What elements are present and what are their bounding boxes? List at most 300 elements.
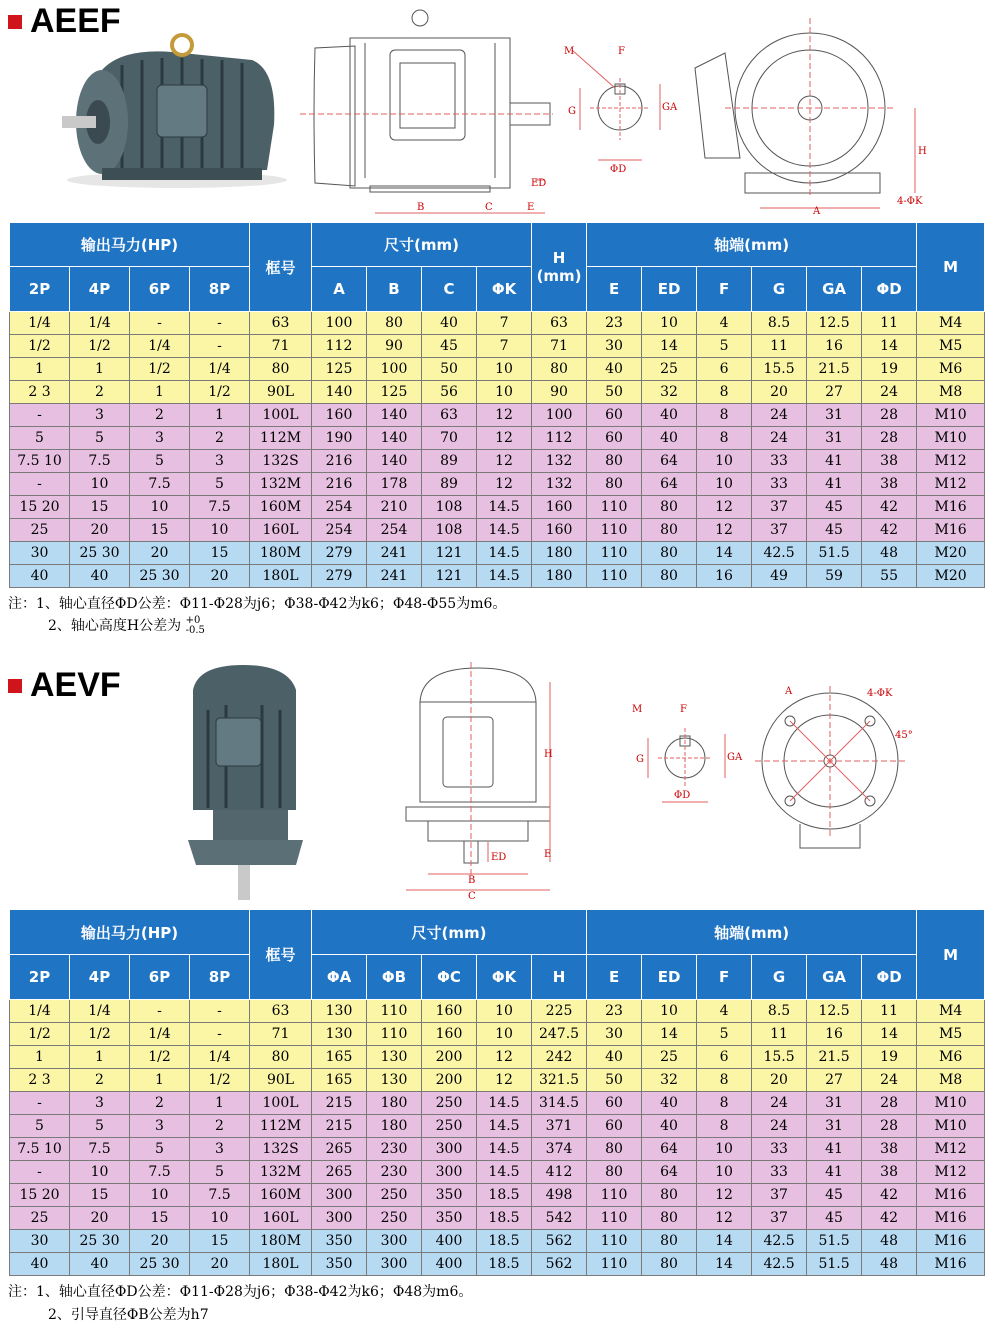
table-cell: M8 — [917, 381, 985, 404]
table-cell: 350 — [312, 1230, 367, 1253]
table-cell: 7.5 — [130, 473, 190, 496]
table-cell: 20 — [752, 1069, 807, 1092]
table-cell: 1 — [190, 404, 250, 427]
table-cell: 5 — [70, 1115, 130, 1138]
table-cell: 5 — [697, 1023, 752, 1046]
header-8p: 8P — [190, 267, 250, 312]
table-cell: 38 — [862, 1138, 917, 1161]
table-cell: 80 — [587, 1138, 642, 1161]
table-cell: 41 — [807, 450, 862, 473]
aevf-motor-photo — [178, 660, 313, 900]
svg-text:B: B — [417, 202, 425, 213]
table-cell: 11 — [752, 335, 807, 358]
table-cell: - — [190, 312, 250, 335]
table-cell: 25 — [10, 1207, 70, 1230]
table-cell: 1/4 — [130, 1023, 190, 1046]
table-cell: 108 — [422, 519, 477, 542]
table-cell: 3 — [70, 1092, 130, 1115]
svg-text:45°: 45° — [895, 730, 913, 741]
table-cell: 350 — [312, 1253, 367, 1276]
table-cell: 80 — [642, 1230, 697, 1253]
table-cell: 12.5 — [807, 312, 862, 335]
table-cell: 3 — [130, 1115, 190, 1138]
table-cell: 16 — [807, 335, 862, 358]
table-cell: 216 — [312, 450, 367, 473]
aeef-front-drawing — [685, 8, 935, 218]
table-cell: 1 — [70, 1046, 130, 1069]
table-row — [10, 496, 985, 519]
table-cell: 314.5 — [532, 1092, 587, 1115]
header-power: 输出马力(HP) — [10, 223, 250, 267]
table-cell: 300 — [422, 1161, 477, 1184]
aeef-motor-photo — [62, 30, 298, 190]
table-cell: 27 — [807, 1069, 862, 1092]
header-2p: 2P — [10, 267, 70, 312]
header-d: ΦD — [862, 955, 917, 1000]
table-cell: 25 30 — [70, 1230, 130, 1253]
table-cell: 1/2 — [10, 335, 70, 358]
table-cell: 7 — [477, 312, 532, 335]
header-4p: 4P — [70, 267, 130, 312]
aevf-note-2: 2、引导直径ΦB公差为h7 — [48, 1307, 209, 1323]
table-cell: 45 — [422, 335, 477, 358]
table-cell: 110 — [587, 542, 642, 565]
header-f: F — [697, 267, 752, 312]
table-cell: 38 — [862, 473, 917, 496]
table-cell: 40 — [10, 1253, 70, 1276]
table-cell: 300 — [367, 1253, 422, 1276]
table-cell: 23 — [587, 312, 642, 335]
table-cell: M10 — [917, 1092, 985, 1115]
table-cell: - — [130, 312, 190, 335]
table-cell: 20 — [70, 519, 130, 542]
table-cell: M12 — [917, 1138, 985, 1161]
table-cell: - — [130, 1000, 190, 1023]
table-cell: 160 — [422, 1023, 477, 1046]
table-cell: 89 — [422, 473, 477, 496]
header-shaft: 轴端(mm) — [587, 910, 917, 955]
table-cell: 160L — [250, 519, 312, 542]
table-cell: 242 — [532, 1046, 587, 1069]
table-cell: 108 — [422, 496, 477, 519]
table-cell: 6 — [697, 1046, 752, 1069]
table-cell: 7.5 — [70, 450, 130, 473]
table-cell: 100L — [250, 404, 312, 427]
svg-text:G: G — [568, 106, 576, 117]
table-cell: 14.5 — [477, 542, 532, 565]
table-cell: 132M — [250, 1161, 312, 1184]
aeef-side-drawing — [295, 8, 555, 218]
table-cell: 321.5 — [532, 1069, 587, 1092]
table-cell: 8.5 — [752, 312, 807, 335]
table-row — [10, 542, 985, 565]
table-cell: 4 — [697, 312, 752, 335]
table-cell: 110 — [367, 1000, 422, 1023]
table-cell: 2 3 — [10, 1069, 70, 1092]
table-cell: 180L — [250, 565, 312, 588]
table-cell: 130 — [312, 1000, 367, 1023]
svg-text:GA: GA — [727, 752, 743, 763]
table-cell: 40 — [642, 1115, 697, 1138]
svg-text:ΦD: ΦD — [674, 790, 691, 801]
table-cell: - — [10, 404, 70, 427]
table-cell: 30 — [10, 1230, 70, 1253]
table-cell: 5 — [190, 473, 250, 496]
table-cell: 18.5 — [477, 1207, 532, 1230]
table-cell: 40 — [70, 565, 130, 588]
header-k: ΦK — [477, 267, 532, 312]
table-cell: 100L — [250, 1092, 312, 1115]
table-row — [10, 427, 985, 450]
header-dims: 尺寸(mm) — [312, 223, 532, 267]
header-a: ΦA — [312, 955, 367, 1000]
table-cell: 1/2 — [10, 1023, 70, 1046]
table-cell: 254 — [367, 519, 422, 542]
table-cell: M6 — [917, 1046, 985, 1069]
table-cell: 25 — [10, 519, 70, 542]
table-cell: 5 — [10, 427, 70, 450]
table-cell: 15 — [190, 542, 250, 565]
aeef-table-body — [10, 312, 985, 588]
table-cell: 7.5 10 — [10, 1138, 70, 1161]
table-cell: 25 30 — [70, 542, 130, 565]
header-frame: 框号 — [250, 910, 312, 1000]
table-cell: 20 — [190, 1253, 250, 1276]
table-cell: 15 — [130, 519, 190, 542]
svg-text:F: F — [680, 704, 687, 715]
table-cell: 180M — [250, 542, 312, 565]
table-cell: 42.5 — [752, 1230, 807, 1253]
header-a: A — [312, 267, 367, 312]
svg-text:F: F — [618, 46, 625, 57]
table-cell: M8 — [917, 1069, 985, 1092]
table-cell: 45 — [807, 1184, 862, 1207]
table-cell: 33 — [752, 473, 807, 496]
table-cell: 60 — [587, 1092, 642, 1115]
table-cell: 265 — [312, 1138, 367, 1161]
header-k: ΦK — [477, 955, 532, 1000]
aevf-flange-drawing — [755, 676, 920, 856]
table-cell: 12 — [697, 1184, 752, 1207]
table-cell: 42.5 — [752, 542, 807, 565]
table-cell: 51.5 — [807, 1253, 862, 1276]
table-cell: 250 — [422, 1092, 477, 1115]
svg-text:4-ΦK: 4-ΦK — [897, 196, 923, 207]
table-cell: 125 — [312, 358, 367, 381]
table-cell: 5 — [10, 1115, 70, 1138]
table-cell: 37 — [752, 1184, 807, 1207]
table-cell: 8 — [697, 1069, 752, 1092]
table-cell: 51.5 — [807, 542, 862, 565]
table-cell: 80 — [367, 312, 422, 335]
table-cell: 140 — [312, 381, 367, 404]
table-cell: 11 — [862, 312, 917, 335]
table-cell: M10 — [917, 427, 985, 450]
header-c: C — [422, 267, 477, 312]
svg-text:C: C — [468, 891, 476, 902]
table-row — [10, 335, 985, 358]
table-cell: 10 — [642, 1000, 697, 1023]
svg-text:B: B — [468, 875, 476, 886]
table-cell: 12 — [477, 1046, 532, 1069]
table-cell: 180L — [250, 1253, 312, 1276]
svg-text:GA: GA — [662, 102, 678, 113]
table-row — [10, 519, 985, 542]
table-cell: 180 — [532, 565, 587, 588]
table-cell: 12 — [697, 1207, 752, 1230]
header-b: B — [367, 267, 422, 312]
table-cell: 5 — [697, 335, 752, 358]
table-cell: 160L — [250, 1207, 312, 1230]
table-cell: 241 — [367, 542, 422, 565]
table-cell: 14 — [862, 1023, 917, 1046]
table-cell: M16 — [917, 1207, 985, 1230]
table-cell: 25 — [642, 1046, 697, 1069]
table-cell: 350 — [422, 1184, 477, 1207]
table-cell: 412 — [532, 1161, 587, 1184]
table-cell: 40 — [642, 427, 697, 450]
table-cell: 80 — [587, 473, 642, 496]
table-cell: 2 — [130, 1092, 190, 1115]
table-cell: 42.5 — [752, 1253, 807, 1276]
table-cell: 59 — [807, 565, 862, 588]
table-cell: 40 — [642, 1092, 697, 1115]
table-cell: 48 — [862, 1253, 917, 1276]
table-cell: 178 — [367, 473, 422, 496]
table-cell: 7.5 — [70, 1138, 130, 1161]
aevf-note-1: 注：1、轴心直径ΦD公差：Φ11-Φ28为j6；Φ38-Φ42为k6；Φ48为m6。 — [8, 1284, 473, 1300]
bullet-square-icon — [8, 15, 22, 29]
header-6p: 6P — [130, 267, 190, 312]
aeef-note-1: 注：1、轴心直径ΦD公差：Φ11-Φ28为j6；Φ38-Φ42为k6；Φ48-Φ55为m6。 — [8, 596, 507, 612]
table-cell: 18.5 — [477, 1230, 532, 1253]
table-cell: 241 — [367, 565, 422, 588]
table-cell: 71 — [532, 335, 587, 358]
table-cell: 60 — [587, 1115, 642, 1138]
table-cell: 42 — [862, 1184, 917, 1207]
table-row — [10, 312, 985, 335]
table-cell: 110 — [587, 1207, 642, 1230]
table-cell: 32 — [642, 1069, 697, 1092]
table-cell: 190 — [312, 427, 367, 450]
table-cell: 80 — [642, 542, 697, 565]
table-cell: 3 — [190, 450, 250, 473]
table-cell: 160 — [312, 404, 367, 427]
header-m: M — [917, 910, 985, 1000]
table-cell: 24 — [862, 381, 917, 404]
table-cell: 24 — [862, 1069, 917, 1092]
table-cell: 132 — [532, 450, 587, 473]
table-cell: 21.5 — [807, 358, 862, 381]
table-cell: 112M — [250, 1115, 312, 1138]
table-cell: 132S — [250, 450, 312, 473]
table-cell: 2 — [130, 404, 190, 427]
table-cell: 130 — [312, 1023, 367, 1046]
table-cell: 130 — [367, 1046, 422, 1069]
aeef-shaft-drawing — [560, 40, 680, 180]
table-cell: 1/2 — [190, 381, 250, 404]
aeef-note-2: 2、轴心高度H公差为 +0 -0.5 — [48, 615, 205, 636]
table-cell: 28 — [862, 404, 917, 427]
table-cell: 130 — [367, 1069, 422, 1092]
table-cell: - — [10, 473, 70, 496]
table-cell: 180 — [367, 1115, 422, 1138]
table-cell: 12 — [477, 450, 532, 473]
table-cell: 31 — [807, 1115, 862, 1138]
svg-text:E: E — [527, 202, 535, 213]
table-cell: 25 30 — [130, 1253, 190, 1276]
table-cell: 25 — [642, 358, 697, 381]
table-cell: 50 — [422, 358, 477, 381]
table-cell: 33 — [752, 450, 807, 473]
table-row — [10, 473, 985, 496]
svg-text:A: A — [813, 206, 821, 217]
table-cell: 1 — [70, 358, 130, 381]
table-cell: 10 — [477, 358, 532, 381]
table-cell: 64 — [642, 450, 697, 473]
table-cell: 12 — [477, 404, 532, 427]
table-cell: 1/4 — [130, 335, 190, 358]
table-cell: 14.5 — [477, 519, 532, 542]
table-cell: 5 — [70, 427, 130, 450]
aevf-shaft-drawing — [630, 698, 745, 808]
table-cell: 40 — [587, 1046, 642, 1069]
header-dims: 尺寸(mm) — [312, 910, 587, 955]
table-cell: 30 — [587, 335, 642, 358]
table-cell: 80 — [250, 358, 312, 381]
table-cell: 1/4 — [70, 1000, 130, 1023]
table-cell: 7.5 — [190, 1184, 250, 1207]
table-cell: 19 — [862, 1046, 917, 1069]
table-row — [10, 1253, 985, 1276]
table-cell: 48 — [862, 542, 917, 565]
table-cell: M5 — [917, 1023, 985, 1046]
aevf-table-body — [10, 1000, 985, 1276]
table-cell: 1 — [10, 1046, 70, 1069]
table-cell: 216 — [312, 473, 367, 496]
table-cell: 63 — [250, 312, 312, 335]
table-cell: 80 — [587, 1161, 642, 1184]
table-cell: 1 — [190, 1092, 250, 1115]
table-cell: 80 — [642, 565, 697, 588]
table-cell: 121 — [422, 565, 477, 588]
table-cell: 10 — [477, 1023, 532, 1046]
table-cell: 14.5 — [477, 1161, 532, 1184]
table-cell: 12.5 — [807, 1000, 862, 1023]
header-f: F — [697, 955, 752, 1000]
table-row — [10, 565, 985, 588]
table-cell: 3 — [130, 427, 190, 450]
table-cell: 42 — [862, 496, 917, 519]
table-cell: 10 — [190, 1207, 250, 1230]
table-cell: 40 — [642, 404, 697, 427]
table-cell: 50 — [587, 381, 642, 404]
table-cell: M4 — [917, 312, 985, 335]
table-cell: 21.5 — [807, 1046, 862, 1069]
table-cell: 45 — [807, 496, 862, 519]
table-cell: 90L — [250, 381, 312, 404]
table-cell: 70 — [422, 427, 477, 450]
aevf-title: AEVF — [8, 666, 121, 705]
table-cell: 41 — [807, 1138, 862, 1161]
header-h: H (mm) — [532, 223, 587, 312]
table-cell: 18.5 — [477, 1253, 532, 1276]
table-cell: 40 — [70, 1253, 130, 1276]
table-cell: 55 — [862, 565, 917, 588]
aevf-spec-table — [9, 909, 985, 1276]
table-cell: 11 — [752, 1023, 807, 1046]
table-cell: M5 — [917, 335, 985, 358]
aeef-title: AEEF — [8, 2, 121, 41]
table-cell: 562 — [532, 1253, 587, 1276]
aevf-side-drawing — [398, 662, 563, 902]
table-cell: 1/4 — [10, 1000, 70, 1023]
table-cell: 60 — [587, 427, 642, 450]
table-cell: 2 — [70, 381, 130, 404]
table-cell: 225 — [532, 1000, 587, 1023]
table-cell: 10 — [697, 1161, 752, 1184]
table-cell: 14.5 — [477, 1092, 532, 1115]
table-cell: 30 — [587, 1023, 642, 1046]
svg-text:ED: ED — [531, 178, 547, 189]
header-ga: GA — [807, 955, 862, 1000]
table-row — [10, 1161, 985, 1184]
table-cell: 80 — [250, 1046, 312, 1069]
table-cell: 28 — [862, 427, 917, 450]
table-cell: 7.5 — [130, 1161, 190, 1184]
table-row — [10, 1115, 985, 1138]
table-cell: 7.5 10 — [10, 450, 70, 473]
header-shaft: 轴端(mm) — [587, 223, 917, 267]
header-m: M — [917, 223, 985, 312]
header-power: 输出马力(HP) — [10, 910, 250, 955]
table-cell: 49 — [752, 565, 807, 588]
table-cell: 10 — [477, 1000, 532, 1023]
table-cell: 110 — [587, 1230, 642, 1253]
table-cell: 10 — [130, 1184, 190, 1207]
table-cell: 80 — [642, 1184, 697, 1207]
table-cell: 110 — [587, 565, 642, 588]
svg-text:4-ΦK: 4-ΦK — [867, 688, 893, 699]
table-cell: 498 — [532, 1184, 587, 1207]
table-cell: 542 — [532, 1207, 587, 1230]
table-cell: 10 — [477, 381, 532, 404]
table-cell: M20 — [917, 542, 985, 565]
table-cell: 63 — [250, 1000, 312, 1023]
table-cell: 40 — [587, 358, 642, 381]
table-cell: 15 — [190, 1230, 250, 1253]
table-cell: 215 — [312, 1115, 367, 1138]
table-cell: 38 — [862, 1161, 917, 1184]
table-cell: 3 — [70, 404, 130, 427]
table-cell: 20 — [70, 1207, 130, 1230]
table-cell: 254 — [312, 519, 367, 542]
table-row — [10, 381, 985, 404]
table-cell: 14.5 — [477, 1138, 532, 1161]
svg-text:G: G — [636, 754, 644, 765]
table-cell: 112 — [312, 335, 367, 358]
table-cell: 140 — [367, 427, 422, 450]
table-cell: 15.5 — [752, 1046, 807, 1069]
bullet-square-icon — [8, 679, 22, 693]
table-cell: 200 — [422, 1046, 477, 1069]
table-cell: - — [190, 1000, 250, 1023]
table-cell: 27 — [807, 381, 862, 404]
table-cell: 18.5 — [477, 1184, 532, 1207]
table-cell: 215 — [312, 1092, 367, 1115]
table-row — [10, 1184, 985, 1207]
table-cell: 25 30 — [130, 565, 190, 588]
